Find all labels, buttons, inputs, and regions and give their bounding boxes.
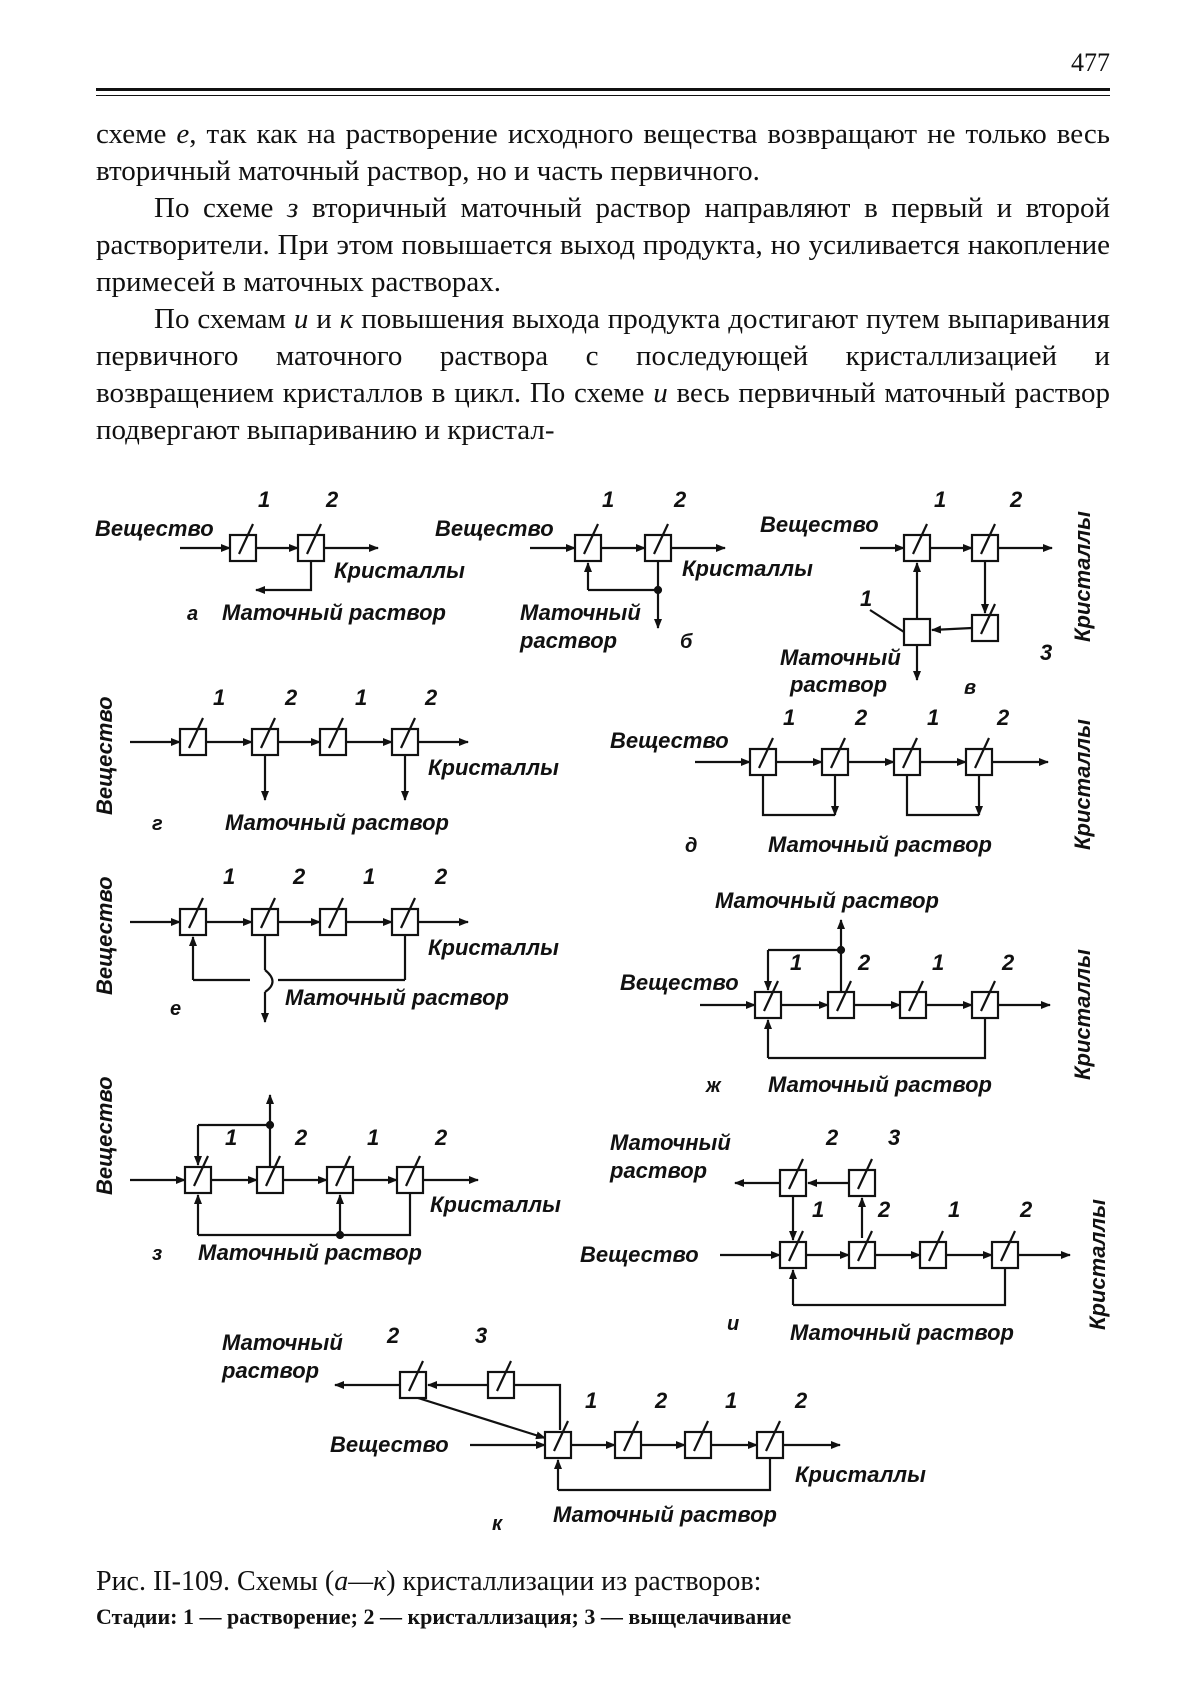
label-mother-liquor: Маточный — [222, 1330, 343, 1355]
flow-line — [768, 1018, 985, 1058]
stage-tick — [913, 524, 927, 554]
stage-tick — [406, 1156, 420, 1186]
stage-tick — [189, 718, 203, 748]
stage-tick — [789, 1159, 803, 1189]
stage-tick — [401, 898, 415, 928]
stage-number: 2 — [1020, 1197, 1033, 1222]
stage-tick — [764, 981, 778, 1011]
stage-box — [904, 619, 930, 645]
stage-number: 1 — [355, 685, 368, 710]
stage-tick — [858, 1159, 872, 1189]
flow-line — [793, 1268, 1005, 1305]
label-mother-liquor: раствор — [520, 628, 618, 653]
stage-tick — [194, 1156, 208, 1186]
stage-tick — [837, 981, 851, 1011]
stage-number: 1 — [367, 1125, 380, 1150]
stage-number: 2 — [997, 705, 1010, 730]
stage-number: 2 — [674, 487, 687, 512]
stage-number: 1 — [934, 487, 947, 512]
figure-caption: Рис. II-109. Схемы (а—к) кристаллизации из растворов: — [96, 1566, 762, 1597]
stage-number: 2 — [295, 1125, 308, 1150]
label-substance: Вещество — [760, 512, 879, 537]
stage-tick — [654, 524, 668, 554]
label-crystals: Кристаллы — [334, 558, 465, 583]
stage-tick — [975, 738, 989, 768]
flow-line — [558, 1458, 770, 1490]
stage-number: 1 — [948, 1197, 961, 1222]
stage-number: 2 — [285, 685, 298, 710]
stage-tick — [1001, 1231, 1015, 1261]
stage-number: 1 — [223, 864, 236, 889]
stage-number: 1 — [363, 864, 376, 889]
label-mother-liquor: Маточный раствор — [715, 888, 939, 913]
flow-arrow — [932, 628, 972, 630]
stage-tick — [766, 1421, 780, 1451]
scheme-letter-g: г — [152, 813, 163, 835]
scheme-letter-zh: ж — [706, 1075, 721, 1097]
flow-line — [515, 1385, 560, 1430]
stage-tick — [329, 718, 343, 748]
stage-number: 2 — [1010, 487, 1023, 512]
label-mother-liquor: Маточный раствор — [768, 1072, 992, 1097]
flow-line — [198, 1193, 410, 1235]
stage-tick — [307, 524, 321, 554]
stage-tick — [929, 1231, 943, 1261]
stage-number: 2 — [795, 1388, 808, 1413]
stage-tick — [409, 1361, 423, 1391]
label-mother-liquor: раствор — [222, 1358, 320, 1383]
label-mother-liquor: Маточный — [610, 1130, 731, 1155]
label-mother-liquor: Маточный раствор — [768, 832, 992, 857]
label-mother-liquor: раствор — [610, 1158, 708, 1183]
stage-number: 2 — [387, 1323, 400, 1348]
stage-number: 1 — [927, 705, 940, 730]
scheme-letter-k: к — [492, 1513, 503, 1535]
scheme-letter-d: д — [685, 835, 698, 857]
label-crystals: Кристаллы — [428, 935, 559, 960]
page-number: 477 — [1071, 48, 1110, 77]
paragraph-1: схеме е, так как на растворение исходного вещества возвращают не только весь вторичный маточный раствор, но и часть первичного. — [96, 118, 1110, 187]
stage-tick — [261, 898, 275, 928]
label-substance: Вещество — [620, 970, 739, 995]
stage-tick — [329, 898, 343, 928]
label-mother-liquor: Маточный раствор — [790, 1320, 1014, 1345]
stage-tick — [831, 738, 845, 768]
label-substance: Вещество — [92, 696, 117, 815]
stage-number: 2 — [425, 685, 438, 710]
stage-tick — [759, 738, 773, 768]
stage-number: 1 — [585, 1388, 598, 1413]
scheme-letter-e: е — [170, 998, 182, 1020]
stage-tick — [694, 1421, 708, 1451]
label-mother-liquor: Маточный раствор — [285, 985, 509, 1010]
label-substance: Вещество — [92, 1076, 117, 1195]
scheme-letter-v: в — [964, 677, 977, 699]
stage-number: 2 — [1002, 950, 1015, 975]
stage-tick — [189, 898, 203, 928]
label-crystals: Кристаллы — [1085, 1199, 1110, 1330]
paragraph-2: По схеме з вторичный маточный раствор направляют в первый и второй растворители. При этом повышается выход продукта, но усиливается накопление примесей в маточных растворах. — [96, 192, 1110, 298]
stage-number: 1 — [725, 1388, 738, 1413]
stage-number: 3 — [1040, 640, 1053, 665]
label-substance: Вещество — [92, 876, 117, 995]
figure-caption-stages: Стадии: 1 — растворение; 2 — кристаллизация; 3 — выщелачивание — [96, 1604, 792, 1629]
stage-number: 2 — [855, 705, 868, 730]
stage-number: 2 — [858, 950, 871, 975]
stage-number: 2 — [878, 1197, 891, 1222]
stage-tick — [584, 524, 598, 554]
label-substance: Вещество — [580, 1242, 699, 1267]
stage-tick — [624, 1421, 638, 1451]
label-mother-liquor: Маточный раствор — [553, 1502, 777, 1527]
scheme-letter-z: з — [152, 1243, 163, 1265]
stage-tick — [981, 981, 995, 1011]
label-crystals: Кристаллы — [1070, 719, 1095, 850]
stage-tick — [903, 738, 917, 768]
stage-number: 1 — [783, 705, 796, 730]
stage-number: 2 — [326, 487, 339, 512]
stage-tick — [266, 1156, 280, 1186]
stage-number: 2 — [826, 1125, 839, 1150]
stage-number: 2 — [293, 864, 306, 889]
paragraph-3: По схемам и и к повышения выхода продукта достигают путем выпаривания первичного маточного раствора с последующей кристаллизацией и возвращением кристаллов в цикл. По схеме и весь первичный маточный раствор подвергают выпариванию и кристал- — [96, 303, 1110, 446]
stage-tick — [497, 1361, 511, 1391]
label-mother-liquor: Маточный — [780, 645, 901, 670]
flow-line — [907, 775, 979, 815]
stage-number: 1 — [258, 487, 271, 512]
stage-number: 1 — [790, 950, 803, 975]
stage-tick — [261, 718, 275, 748]
stage-number: 3 — [888, 1125, 901, 1150]
flow-line — [256, 561, 311, 590]
label-substance: Вещество — [610, 728, 729, 753]
label-crystals: Кристаллы — [682, 556, 813, 581]
label-mother-liquor: раствор — [790, 672, 888, 697]
stage-tick — [981, 524, 995, 554]
label-mother-liquor: Маточный раствор — [222, 600, 446, 625]
scheme-letter-a: а — [187, 603, 199, 625]
stage-number: 2 — [435, 864, 448, 889]
stage-number: 1 — [602, 487, 615, 512]
flow-line — [763, 775, 835, 815]
stage-tick — [858, 1231, 872, 1261]
flow-line — [870, 610, 904, 632]
label-crystals: Кристаллы — [428, 755, 559, 780]
stage-tick — [909, 981, 923, 1011]
stage-tick — [336, 1156, 350, 1186]
label-crystals: Кристаллы — [1070, 511, 1095, 642]
stage-tick — [789, 1231, 803, 1261]
stage-number: 1 — [860, 586, 873, 611]
scheme-letter-b: б — [680, 631, 693, 653]
stage-tick — [239, 524, 253, 554]
stage-tick — [401, 718, 415, 748]
stage-number: 1 — [213, 685, 226, 710]
label-substance: Вещество — [330, 1432, 449, 1457]
stage-number: 2 — [435, 1125, 448, 1150]
stage-number: 1 — [225, 1125, 238, 1150]
flow-line — [265, 970, 273, 992]
scheme-letter-i: и — [727, 1313, 740, 1335]
label-substance: Вещество — [435, 516, 554, 541]
label-mother-liquor: Маточный раствор — [225, 810, 449, 835]
label-crystals: Кристаллы — [795, 1462, 926, 1487]
label-crystals: Кристаллы — [1070, 949, 1095, 1080]
stage-tick — [981, 604, 995, 634]
label-substance: Вещество — [95, 516, 214, 541]
stage-number: 3 — [475, 1323, 488, 1348]
stage-number: 1 — [932, 950, 945, 975]
label-mother-liquor: Маточный — [520, 600, 641, 625]
label-crystals: Кристаллы — [430, 1192, 561, 1217]
stage-number: 1 — [812, 1197, 825, 1222]
stage-number: 2 — [655, 1388, 668, 1413]
label-mother-liquor: Маточный раствор — [198, 1240, 422, 1265]
